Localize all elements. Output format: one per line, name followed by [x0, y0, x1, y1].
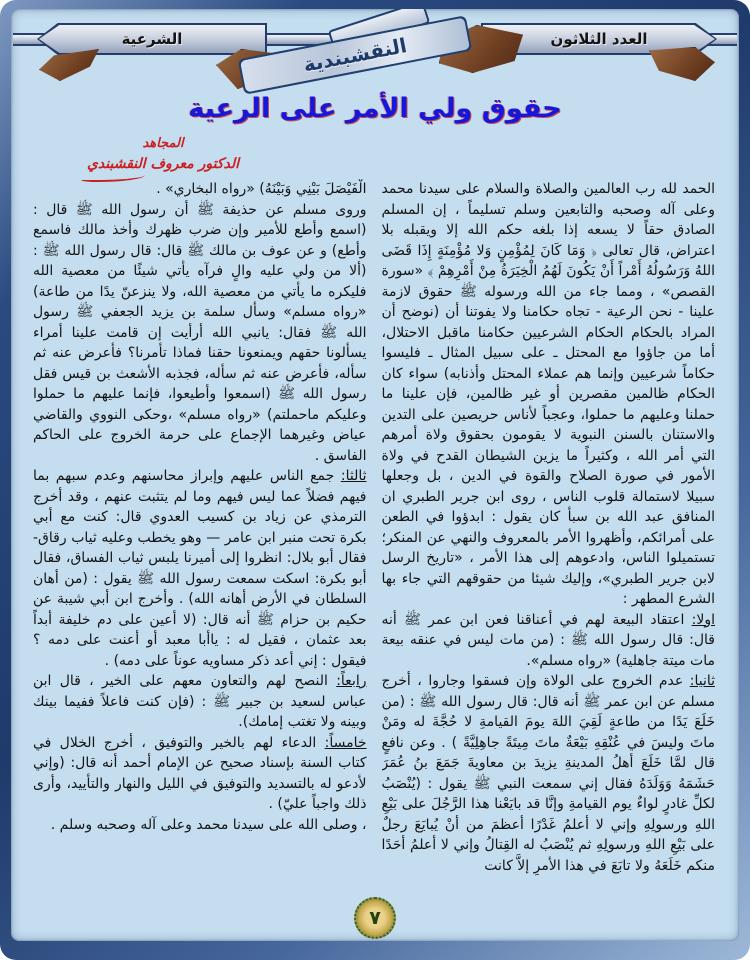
paragraph: رابعاً: النصح لهم والتعاون معهم على الخير ، قال ابن عباس لسعيد بن جبير ﷺ : (فإن كنت فاعلاً ففيما بينك وبينه ولا تغتب إمامك). [33, 673, 367, 730]
paragraph: الحمد لله رب العالمين والصلاة والسلام على سيدنا محمد وعلى آله وصحبه والتابعين وسلم تسليماً ، إن المسلم الصادق حقاً لا يسعه إذا بلغه حكم الله إلا ويقبله بلا اعتراض، قال تعالى ﴿ وَمَا كَانَ لِمُؤْمِنٍ وَلا مُؤْمِنَةٍ إِذَا قَضَى اللهُ وَرَسُولُهُ أَمْراً أَنْ يَكُونَ لَهُمُ الْخِيَرَةُ مِنْ أَمْرِهِمْ ﴾ «سورة القصص» ، ومما جاء من الله ورسوله ﷺ حقوق لازمة علينا - نحن الرعية - تجاه حكامنا ولا يفوتنا أن (نوضح أن المراد بالحكام الحكام الشرعيين حكامنا ماقبل الاحتلال، أما من جاؤوا مع المحتل ـ على سبيل المثال ـ فليسوا حكاماً شرعيين وإنما هم عملاء المحتل وأذنابه) سواء كان الحكام ظالمين مقصرين أو غير ظالمين، فإن علينا ما حملنا وعليهم ما حملوا، وعجباً لأناس حريصين على التدين والاستنان بالسنن النبوية لا يقومون بحقوق ولاة أمرهم التي أمر الله ، وكثيراً ما يزين الشيطان القدح في ولاة الأمور في صورة الصلاح والقوة في الدين ، بل وجعلها سبيلا لاستمالة قلوب الناس ، روى ابن جرير الطبري ان المنافق عبد الله بن سبأ كان يقول : ابدؤوا في الطعن على أمرائكم، وأظهروا الأمر بالمعروف والنهي عن المنكر؛ تستميلوا الناس، وادعوهم إلى هذا الأمر ، «تاريخ الرسل لابن جرير الطبري»، وإليك شيئا من حقوقهم التي جاء بها الشرع المطهر : [381, 181, 715, 607]
author-name: الدكتور معروف النقشبندي [86, 156, 240, 172]
title-ribbon-label: النقشبندية [301, 33, 409, 77]
paragraph: اولا: اعتقاد البيعة لهم في أعناقنا فعن ابن عمر ﷺ أنه قال: قال رسول الله ﷺ : (من مات ليس في عنقه بيعة مات ميتة جاهلية) «رواه مسلم». [381, 611, 715, 669]
page-content-area [11, 9, 739, 941]
section-banner [37, 23, 267, 55]
author-honorific: المجاهد [142, 136, 184, 151]
paragraph: خامساً: الدعاء لهم بالخير والتوفيق ، أخرج الخلال في كتاب السنة بإسناد صحيح عن الإمام أحمد أنه قال: (وإني لأدعو له بالتسديد والتوفيق في الليل والنهار والتأييد، وأرى ذلك واجباً عليّ) . [33, 734, 367, 812]
issue-banner-label: العدد الثلاثون [550, 30, 648, 48]
column-left [33, 179, 367, 915]
paragraph: ، وصلى الله على سيدنا محمد وعلى آله وصحبه وسلم . [50, 816, 367, 833]
paragraph-lead: ثالثا: [340, 468, 367, 484]
paragraph: الْفَيْصَلَ بَيْنِي وَبَيْنَهُ) «رواه البخاري» . [156, 181, 367, 197]
article-title: حقوق ولي الأمر على الرعية [188, 93, 562, 124]
author-byline [63, 135, 263, 182]
paragraph-lead: خامساً: [324, 734, 367, 751]
paragraph-lead: ثانيا: [689, 673, 715, 689]
paragraph: ثانيا: عدم الخروج على الولاة وإن فسقوا وجاروا ، أخرج مسلم عن ابن عمر ﷺ أنه قال: قال رسول الله ﷺ : (من خَلَعَ يَدًا من طاعةٍ لَقِيَ اللهَ يومَ القيامةِ لا حُجَّةَ له ومَنْ ماتَ وليسَ في عُنْقِهِ بَيْعَةٌ ماتَ مِيتَةً جاهِلِيَّةً ) . وعن نافعٍ قال لمَّا خَلَعَ أهلُ المدينةِ يزيدَ بن معاويةَ جَمَعَ بنُ عُمَرَ حَشَمَهُ وَوَلَدَهُ فقال إني سمعت النبي ﷺ يقول : (يُنْصَبُ لكلِّ غادرٍ لواءٌ يوم القيامةِ وإنَّا قد بايَعْنا هذا الرَّجُلَ على بَيْعِ اللهِ ورسولِهِ وإني لا أعلمُ غَدْرًا أعظمَ من أنْ يُبايَعَ رجلٌ على بَيْعِ اللهِ ورسولِهِ ثم يُنْصَبُ له القِتالُ وإني لا أعلمُ أحَدًا منكم خَلَعَهُ ولا تابَعَ في هذا الأمرِ إلاَّ كانت [381, 673, 715, 874]
paragraph: ثالثا: جمع الناس عليهم وإبراز محاسنهم وعدم سبهم بما فيهم فضلاً عما ليس فيهم وما لم يتثبت عنهم ، وقد أخرج الترمذي عن زياد بن كسيب العدوي قال: كنت مع أبي بكرة تحت منبر ابن عامر — وهو يخطب وعليه ثياب رقاق- فقال أبو بلال: انظروا إلى أميرنا يلبس ثياب الفساق، فقال أبو بكرة: اسكت سمعت رسول الله ﷺ يقول : (من أهان السلطان في الأرض أهانه الله) . وأخرج ابن أبي شيبة عن حكيم بن حزام ﷺ أنه قال: (لا أعين على دم خليفة أبداً بعد عثمان ، فقيل له : ياأبا معبد أو أعنت على دمه ؟ فيقول : إني أعد ذكر مساويه عوناً على دمه) . [33, 468, 367, 669]
column-right [382, 179, 716, 915]
paragraph-lead: رابعاً: [336, 673, 367, 689]
paragraph-lead: اولا: [691, 611, 715, 628]
article-body [33, 179, 715, 915]
paragraph: وروى مسلم عن حذيفة ﷺ أن رسول الله ﷺ قال : (اسمع وأطع للأمير وإن ضرب ظهرك وأخذ مالك فاسمع وأطع) و عن عوف بن مالك ﷺ قال: قال رسول الله ﷺ : (ألا من ولي عليه والٍ فرآه يأتي شيئًا من معصية الله فليكره ما يأتي من معصية الله، ولا ينزعنّ يدًا من طاعة) «رواه مسلم» وسأل سلمة بن يزيد الجعفي ﷺ رسول الله ﷺ فقال: يانبي الله أرأيت إن قامت علينا أمراء يسألونا حقهم ويمنعونا حقنا فماذا تأمرنا؟ فأعرض عنه ثم سأله، فأعرض عنه ثم سأله، فجذبه الأشعث بن قيس فقل رسول الله ﷺ (اسمعوا وأطيعوا، فإنما عليهم ما حملوا وعليكم ماحملتم) «رواه مسلم» ،وحكى النووي والقاضي عياض وغيرهما الإجماع على حرمة الخروج على الحاكم الفاسق . [33, 201, 367, 464]
page-number: ٧ [369, 907, 381, 929]
section-banner-label: الشرعية [121, 30, 183, 48]
page-number-medallion [354, 897, 396, 939]
